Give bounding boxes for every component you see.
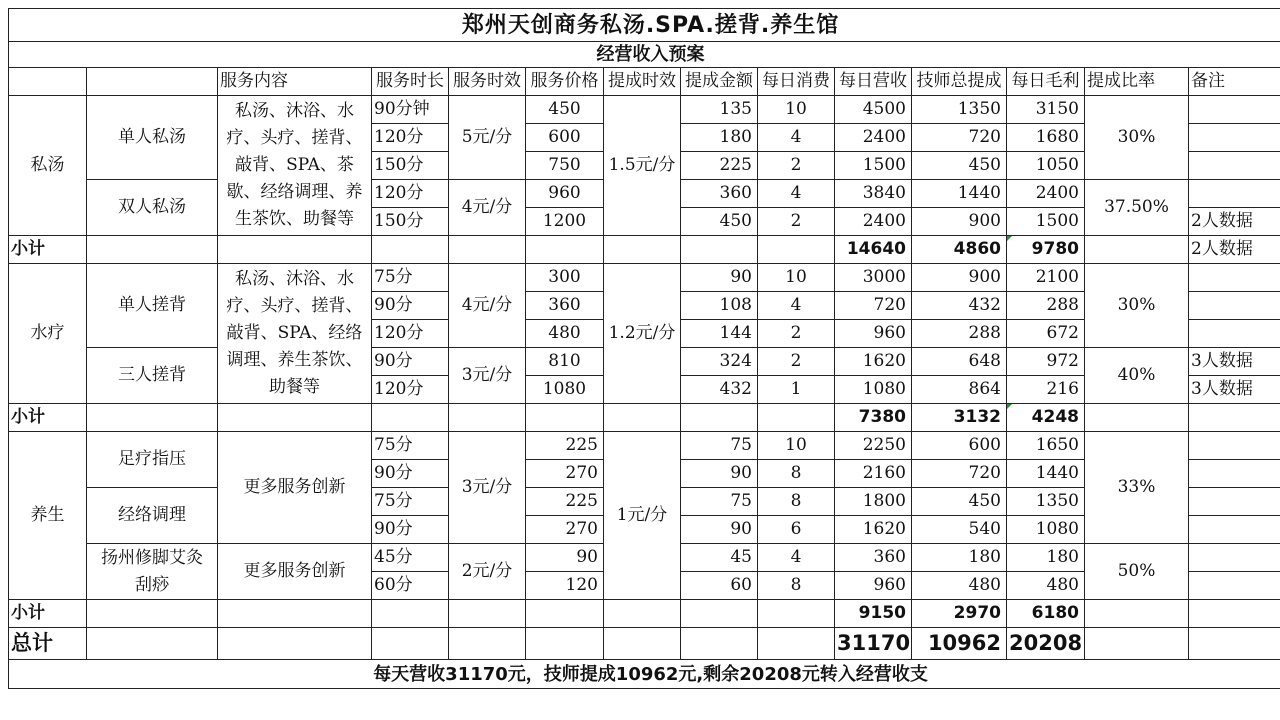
daily-revenue-cell[interactable]: 1620 xyxy=(835,348,912,376)
daily-revenue-cell[interactable]: 2400 xyxy=(835,124,912,152)
commission-cell[interactable]: 135 xyxy=(681,96,758,124)
daily-profit-cell[interactable]: 1650 xyxy=(1007,432,1085,460)
empty-cell[interactable] xyxy=(1085,600,1189,628)
daily-count-cell[interactable]: 8 xyxy=(758,572,835,600)
daily-profit-cell[interactable]: 480 xyxy=(1007,572,1085,600)
duration-cell[interactable]: 90分 xyxy=(372,460,449,488)
daily-count-cell[interactable]: 4 xyxy=(758,180,835,208)
empty-cell[interactable] xyxy=(87,628,218,660)
daily-revenue-cell[interactable]: 1500 xyxy=(835,152,912,180)
column-header[interactable]: 每日消费 xyxy=(758,68,835,96)
table-row xyxy=(9,96,1280,124)
empty-cell[interactable] xyxy=(526,404,604,432)
daily-revenue-cell[interactable]: 3000 xyxy=(835,264,912,292)
note-cell[interactable] xyxy=(1189,152,1280,180)
empty-cell[interactable] xyxy=(526,628,604,660)
empty-cell[interactable] xyxy=(758,404,835,432)
column-header[interactable]: 服务内容 xyxy=(218,68,372,96)
table-row xyxy=(9,432,1280,460)
note-cell[interactable] xyxy=(1189,292,1280,320)
subtotal-revenue[interactable]: 14640 xyxy=(835,236,912,264)
table-row xyxy=(9,264,1280,292)
empty-cell[interactable] xyxy=(681,236,758,264)
ratio-cell[interactable]: 40% xyxy=(1085,348,1189,404)
duration-cell[interactable]: 75分 xyxy=(372,432,449,460)
column-header[interactable]: 提成金额 xyxy=(681,68,758,96)
ratio-cell[interactable]: 37.50% xyxy=(1085,180,1189,236)
commission-cell[interactable]: 90 xyxy=(681,460,758,488)
daily-profit-cell[interactable]: 1440 xyxy=(1007,460,1085,488)
commission-cell[interactable]: 450 xyxy=(681,208,758,236)
note-cell[interactable] xyxy=(1189,404,1280,432)
daily-count-cell[interactable]: 10 xyxy=(758,264,835,292)
service-group-cell[interactable]: 单人私汤 xyxy=(87,96,218,180)
daily-revenue-cell[interactable]: 960 xyxy=(835,320,912,348)
note-cell[interactable] xyxy=(1189,432,1280,460)
price-cell[interactable]: 750 xyxy=(526,152,604,180)
empty-cell[interactable] xyxy=(372,236,449,264)
price-cell[interactable]: 270 xyxy=(526,516,604,544)
commission-cell[interactable]: 45 xyxy=(681,544,758,572)
commission-cell[interactable]: 180 xyxy=(681,124,758,152)
commission-cell[interactable]: 225 xyxy=(681,152,758,180)
subtotal-profit[interactable]: 4248 xyxy=(1007,404,1085,432)
daily-profit-cell[interactable]: 1050 xyxy=(1007,152,1085,180)
commission-cell[interactable]: 75 xyxy=(681,432,758,460)
empty-cell[interactable] xyxy=(87,404,218,432)
note-cell[interactable] xyxy=(1189,264,1280,292)
note-cell[interactable]: 3人数据 xyxy=(1189,348,1280,376)
header-empty-cell[interactable] xyxy=(87,68,218,96)
empty-cell[interactable] xyxy=(526,236,604,264)
daily-profit-cell[interactable]: 2100 xyxy=(1007,264,1085,292)
daily-count-cell[interactable]: 2 xyxy=(758,152,835,180)
commission-cell[interactable]: 432 xyxy=(681,376,758,404)
daily-count-cell[interactable]: 4 xyxy=(758,544,835,572)
empty-cell[interactable] xyxy=(372,628,449,660)
note-cell[interactable] xyxy=(1189,600,1280,628)
tech-commission-cell[interactable]: 864 xyxy=(912,376,1007,404)
subtotal-label[interactable]: 小计 xyxy=(9,600,87,628)
commission-cell[interactable]: 108 xyxy=(681,292,758,320)
note-cell[interactable]: 2人数据 xyxy=(1189,236,1280,264)
daily-profit-cell[interactable]: 672 xyxy=(1007,320,1085,348)
commission-cell[interactable]: 144 xyxy=(681,320,758,348)
commission-rate-cell[interactable]: 1.2元/分 xyxy=(604,264,681,404)
empty-cell[interactable] xyxy=(372,404,449,432)
subtotal-profit[interactable]: 9780 xyxy=(1007,236,1085,264)
note-cell[interactable]: 2人数据 xyxy=(1189,208,1280,236)
time-rate-cell[interactable]: 3元/分 xyxy=(449,348,526,404)
empty-cell[interactable] xyxy=(604,600,681,628)
daily-revenue-cell[interactable]: 2250 xyxy=(835,432,912,460)
ratio-cell[interactable]: 50% xyxy=(1085,544,1189,600)
note-cell[interactable] xyxy=(1189,124,1280,152)
tech-commission-cell[interactable]: 720 xyxy=(912,460,1007,488)
note-cell[interactable]: 3人数据 xyxy=(1189,376,1280,404)
daily-profit-cell[interactable]: 216 xyxy=(1007,376,1085,404)
column-header[interactable]: 技师总提成 xyxy=(912,68,1007,96)
daily-profit-cell[interactable]: 972 xyxy=(1007,348,1085,376)
tech-commission-cell[interactable]: 600 xyxy=(912,432,1007,460)
service-group-cell[interactable]: 足疗指压 xyxy=(87,432,218,488)
subtotal-label[interactable]: 小计 xyxy=(9,236,87,264)
service-group-cell[interactable]: 双人私汤 xyxy=(87,180,218,236)
time-rate-cell[interactable]: 5元/分 xyxy=(449,96,526,180)
daily-revenue-cell[interactable]: 1080 xyxy=(835,376,912,404)
total-revenue[interactable]: 31170 xyxy=(835,628,912,660)
daily-count-cell[interactable]: 1 xyxy=(758,376,835,404)
service-group-cell[interactable]: 三人搓背 xyxy=(87,348,218,404)
daily-count-cell[interactable]: 6 xyxy=(758,516,835,544)
price-cell[interactable]: 270 xyxy=(526,460,604,488)
column-header[interactable]: 服务时效 xyxy=(449,68,526,96)
time-rate-cell[interactable]: 4元/分 xyxy=(449,264,526,348)
duration-cell[interactable]: 90分钟 xyxy=(372,96,449,124)
price-cell[interactable]: 90 xyxy=(526,544,604,572)
empty-cell[interactable] xyxy=(1085,236,1189,264)
empty-cell[interactable] xyxy=(87,600,218,628)
empty-cell[interactable] xyxy=(218,404,372,432)
tech-commission-cell[interactable]: 648 xyxy=(912,348,1007,376)
column-header[interactable]: 每日毛利 xyxy=(1007,68,1085,96)
duration-cell[interactable]: 150分 xyxy=(372,152,449,180)
daily-profit-cell[interactable]: 180 xyxy=(1007,544,1085,572)
note-cell[interactable] xyxy=(1189,180,1280,208)
daily-count-cell[interactable]: 8 xyxy=(758,460,835,488)
empty-cell[interactable] xyxy=(449,236,526,264)
empty-cell[interactable] xyxy=(681,600,758,628)
duration-cell[interactable]: 120分 xyxy=(372,376,449,404)
subtotal-revenue[interactable]: 9150 xyxy=(835,600,912,628)
empty-cell[interactable] xyxy=(604,236,681,264)
note-cell[interactable] xyxy=(1189,572,1280,600)
service-content-cell[interactable]: 更多服务创新 xyxy=(218,544,372,600)
empty-cell[interactable] xyxy=(758,628,835,660)
duration-cell[interactable]: 120分 xyxy=(372,124,449,152)
service-content-cell[interactable]: 私汤、沐浴、水疗、头疗、搓背、敲背、SPA、茶歇、经络调理、养生茶饮、助餐等 xyxy=(218,96,372,236)
empty-cell[interactable] xyxy=(372,600,449,628)
note-cell[interactable] xyxy=(1189,544,1280,572)
service-content-cell[interactable]: 更多服务创新 xyxy=(218,432,372,544)
daily-profit-cell[interactable]: 1680 xyxy=(1007,124,1085,152)
empty-cell[interactable] xyxy=(604,628,681,660)
daily-profit-cell[interactable]: 2400 xyxy=(1007,180,1085,208)
empty-cell[interactable] xyxy=(681,404,758,432)
commission-cell[interactable]: 90 xyxy=(681,516,758,544)
duration-cell[interactable]: 90分 xyxy=(372,292,449,320)
daily-revenue-cell[interactable]: 960 xyxy=(835,572,912,600)
daily-count-cell[interactable]: 2 xyxy=(758,348,835,376)
daily-profit-cell[interactable]: 288 xyxy=(1007,292,1085,320)
summary-footer[interactable]: 每天营收31170元，技师提成10962元,剩余20208元转入经营收支 xyxy=(9,660,1280,689)
tech-commission-cell[interactable]: 450 xyxy=(912,152,1007,180)
note-cell[interactable] xyxy=(1189,320,1280,348)
commission-cell[interactable]: 360 xyxy=(681,180,758,208)
duration-cell[interactable]: 90分 xyxy=(372,516,449,544)
category-cell[interactable]: 水疗 xyxy=(9,264,87,404)
total-row xyxy=(9,628,1280,660)
note-cell[interactable] xyxy=(1189,96,1280,124)
daily-revenue-cell[interactable]: 4500 xyxy=(835,96,912,124)
daily-count-cell[interactable]: 4 xyxy=(758,124,835,152)
duration-cell[interactable]: 75分 xyxy=(372,264,449,292)
service-group-cell[interactable]: 扬州修脚艾灸刮痧 xyxy=(87,544,218,600)
duration-cell[interactable]: 120分 xyxy=(372,320,449,348)
column-header[interactable]: 提成比率 xyxy=(1085,68,1189,96)
ratio-cell[interactable]: 30% xyxy=(1085,264,1189,348)
empty-cell[interactable] xyxy=(1189,628,1280,660)
duration-cell[interactable]: 45分 xyxy=(372,544,449,572)
price-cell[interactable]: 810 xyxy=(526,348,604,376)
tech-commission-cell[interactable]: 900 xyxy=(912,208,1007,236)
duration-cell[interactable]: 120分 xyxy=(372,180,449,208)
daily-count-cell[interactable]: 4 xyxy=(758,292,835,320)
tech-commission-cell[interactable]: 450 xyxy=(912,488,1007,516)
commission-cell[interactable]: 324 xyxy=(681,348,758,376)
total-tech-commission[interactable]: 10962 xyxy=(912,628,1007,660)
price-cell[interactable]: 225 xyxy=(526,488,604,516)
price-cell[interactable]: 300 xyxy=(526,264,604,292)
daily-revenue-cell[interactable]: 720 xyxy=(835,292,912,320)
price-cell[interactable]: 225 xyxy=(526,432,604,460)
empty-cell[interactable] xyxy=(218,628,372,660)
empty-cell[interactable] xyxy=(449,600,526,628)
tech-commission-cell[interactable]: 1440 xyxy=(912,180,1007,208)
sheet-subtitle[interactable]: 经营收入预案 xyxy=(9,42,1280,68)
empty-cell[interactable] xyxy=(218,236,372,264)
daily-profit-cell[interactable]: 1080 xyxy=(1007,516,1085,544)
commission-cell[interactable]: 75 xyxy=(681,488,758,516)
total-profit[interactable]: 20208 xyxy=(1007,628,1085,660)
daily-count-cell[interactable]: 10 xyxy=(758,96,835,124)
empty-cell[interactable] xyxy=(218,600,372,628)
service-group-cell[interactable]: 经络调理 xyxy=(87,488,218,544)
subtotal-tech-commission[interactable]: 3132 xyxy=(912,404,1007,432)
empty-cell[interactable] xyxy=(1085,628,1189,660)
commission-cell[interactable]: 90 xyxy=(681,264,758,292)
empty-cell[interactable] xyxy=(87,236,218,264)
price-cell[interactable]: 1200 xyxy=(526,208,604,236)
total-label[interactable]: 总计 xyxy=(9,628,87,660)
daily-profit-cell[interactable]: 1500 xyxy=(1007,208,1085,236)
sheet-title[interactable]: 郑州天创商务私汤.SPA.搓背.养生馆 xyxy=(9,9,1280,42)
daily-count-cell[interactable]: 2 xyxy=(758,208,835,236)
daily-count-cell[interactable]: 8 xyxy=(758,488,835,516)
tech-commission-cell[interactable]: 1350 xyxy=(912,96,1007,124)
time-rate-cell[interactable]: 2元/分 xyxy=(449,544,526,600)
price-cell[interactable]: 450 xyxy=(526,96,604,124)
revenue-plan-table xyxy=(8,8,1280,689)
daily-profit-cell[interactable]: 3150 xyxy=(1007,96,1085,124)
empty-cell[interactable] xyxy=(526,600,604,628)
subtotal-row xyxy=(9,600,1280,628)
empty-cell[interactable] xyxy=(758,236,835,264)
daily-revenue-cell[interactable]: 1800 xyxy=(835,488,912,516)
duration-cell[interactable]: 90分 xyxy=(372,348,449,376)
daily-count-cell[interactable]: 10 xyxy=(758,432,835,460)
price-cell[interactable]: 360 xyxy=(526,292,604,320)
daily-revenue-cell[interactable]: 3840 xyxy=(835,180,912,208)
header-empty-cell[interactable] xyxy=(9,68,87,96)
subtotal-revenue[interactable]: 7380 xyxy=(835,404,912,432)
category-cell[interactable]: 养生 xyxy=(9,432,87,600)
spreadsheet xyxy=(8,8,1272,712)
empty-cell[interactable] xyxy=(1085,404,1189,432)
tech-commission-cell[interactable]: 900 xyxy=(912,264,1007,292)
tech-commission-cell[interactable]: 180 xyxy=(912,544,1007,572)
tech-commission-cell[interactable]: 432 xyxy=(912,292,1007,320)
ratio-cell[interactable]: 30% xyxy=(1085,96,1189,180)
price-cell[interactable]: 120 xyxy=(526,572,604,600)
daily-revenue-cell[interactable]: 2400 xyxy=(835,208,912,236)
price-cell[interactable]: 600 xyxy=(526,124,604,152)
daily-revenue-cell[interactable]: 360 xyxy=(835,544,912,572)
daily-count-cell[interactable]: 2 xyxy=(758,320,835,348)
duration-cell[interactable]: 60分 xyxy=(372,572,449,600)
service-content-cell[interactable]: 私汤、沐浴、水疗、头疗、搓背、敲背、SPA、经络调理、养生茶饮、助餐等 xyxy=(218,264,372,404)
subtotal-label[interactable]: 小计 xyxy=(9,404,87,432)
empty-cell[interactable] xyxy=(758,600,835,628)
category-cell[interactable]: 私汤 xyxy=(9,96,87,236)
subtotal-tech-commission[interactable]: 4860 xyxy=(912,236,1007,264)
time-rate-cell[interactable]: 3元/分 xyxy=(449,432,526,544)
header-row xyxy=(9,68,1280,96)
empty-cell[interactable] xyxy=(604,404,681,432)
subtotal-row xyxy=(9,236,1280,264)
ratio-cell[interactable]: 33% xyxy=(1085,432,1189,544)
duration-cell[interactable]: 75分 xyxy=(372,488,449,516)
empty-cell[interactable] xyxy=(681,628,758,660)
commission-rate-cell[interactable]: 1元/分 xyxy=(604,432,681,600)
commission-cell[interactable]: 60 xyxy=(681,572,758,600)
price-cell[interactable]: 1080 xyxy=(526,376,604,404)
daily-profit-cell[interactable]: 1350 xyxy=(1007,488,1085,516)
duration-cell[interactable]: 150分 xyxy=(372,208,449,236)
column-header[interactable]: 备注 xyxy=(1189,68,1280,96)
subtotal-tech-commission[interactable]: 2970 xyxy=(912,600,1007,628)
price-cell[interactable]: 960 xyxy=(526,180,604,208)
subtotal-row xyxy=(9,404,1280,432)
empty-cell[interactable] xyxy=(449,404,526,432)
tech-commission-cell[interactable]: 288 xyxy=(912,320,1007,348)
column-header[interactable]: 服务价格 xyxy=(526,68,604,96)
column-header[interactable]: 每日营收 xyxy=(835,68,912,96)
tech-commission-cell[interactable]: 540 xyxy=(912,516,1007,544)
column-header[interactable]: 服务时长 xyxy=(372,68,449,96)
time-rate-cell[interactable]: 4元/分 xyxy=(449,180,526,236)
tech-commission-cell[interactable]: 720 xyxy=(912,124,1007,152)
commission-rate-cell[interactable]: 1.5元/分 xyxy=(604,96,681,236)
empty-cell[interactable] xyxy=(449,628,526,660)
column-header[interactable]: 提成时效 xyxy=(604,68,681,96)
price-cell[interactable]: 480 xyxy=(526,320,604,348)
daily-revenue-cell[interactable]: 2160 xyxy=(835,460,912,488)
note-cell[interactable] xyxy=(1189,488,1280,516)
tech-commission-cell[interactable]: 480 xyxy=(912,572,1007,600)
service-group-cell[interactable]: 单人搓背 xyxy=(87,264,218,348)
subtotal-profit[interactable]: 6180 xyxy=(1007,600,1085,628)
note-cell[interactable] xyxy=(1189,516,1280,544)
note-cell[interactable] xyxy=(1189,460,1280,488)
daily-revenue-cell[interactable]: 1620 xyxy=(835,516,912,544)
